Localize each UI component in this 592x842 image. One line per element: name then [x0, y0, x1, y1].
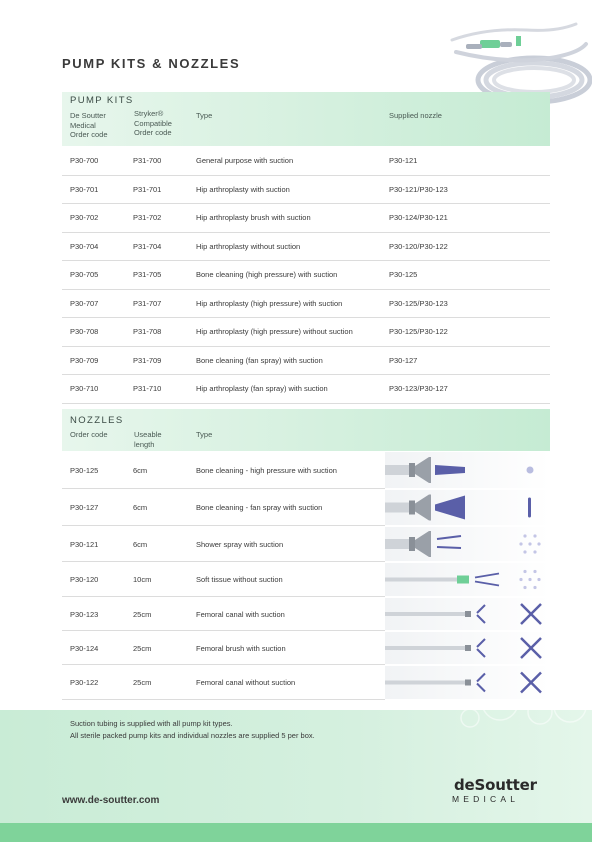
supplied-nozzle-cell: P30-120/P30-122 — [389, 241, 448, 251]
supplied-nozzle-cell: P30-125/P30-122 — [389, 327, 448, 336]
nozzle-code-cell: P30-123 — [70, 609, 99, 619]
nozzle-code-cell: P30-120 — [70, 575, 99, 584]
supplied-nozzle-cell: P30-127 — [389, 355, 418, 365]
nozzle-type-cell: Soft tissue without suction — [196, 575, 283, 584]
website-link[interactable]: www.de-soutter.com — [62, 795, 160, 806]
nozzle-row — [62, 563, 385, 597]
desoutter-code-cell: P30-705 — [70, 270, 99, 279]
nozzle-illustration — [385, 563, 550, 596]
nozzle-type-cell: Bone cleaning - fan spray with suction — [196, 503, 323, 512]
desoutter-code-cell: P30-707 — [70, 298, 99, 308]
table-row — [62, 176, 550, 205]
stryker-code-cell: P31-704 — [133, 241, 162, 251]
nozzle-code-cell: P30-122 — [70, 678, 99, 687]
stryker-code-cell: P31-700 — [133, 156, 162, 165]
nozzle-row — [62, 490, 385, 526]
nozzle-illustration — [385, 527, 550, 561]
nozzle-type-cell: Bone cleaning - high pressure with suction — [196, 465, 337, 475]
nozzle-length-cell: 25cm — [133, 643, 152, 653]
supplied-nozzle-cell: P30-121 — [389, 156, 418, 165]
stryker-code-cell: P31-707 — [133, 298, 162, 308]
stryker-code-cell: P31-709 — [133, 355, 162, 365]
pump-kits-title: PUMP KITS — [70, 95, 134, 106]
stryker-code-cell: P31-708 — [133, 327, 162, 336]
bottom-accent-band — [0, 823, 592, 842]
nozzle-svg — [385, 563, 550, 596]
col-header-desoutter-code: De Soutter Medical Order code — [70, 111, 108, 139]
nozzle-row — [62, 666, 385, 700]
page-title: PUMP KITS & NOZZLES — [62, 56, 241, 71]
de-soutter-logo — [446, 776, 556, 806]
col-header-type: Type — [196, 111, 213, 120]
nozzle-length-cell: 25cm — [133, 609, 152, 619]
type-cell: General purpose with suction — [196, 156, 294, 165]
pump-kits-header — [62, 92, 550, 146]
nozzle-type-cell: Femoral canal with suction — [196, 609, 285, 619]
table-row — [62, 233, 550, 262]
desoutter-code-cell: P30-702 — [70, 213, 99, 222]
nozzle-row — [62, 527, 385, 562]
desoutter-code-cell: P30-709 — [70, 355, 99, 365]
stryker-code-cell: P31-701 — [133, 184, 162, 194]
nozzle-type-cell: Femoral brush with suction — [196, 643, 286, 653]
nozzle-type-cell: Shower spray with suction — [196, 539, 284, 549]
nozzle-code-cell: P30-124 — [70, 643, 99, 653]
nozzle-illustration — [385, 598, 550, 630]
col-header-supplied-nozzle: Supplied nozzle — [389, 111, 442, 120]
nozzle-svg — [385, 490, 550, 525]
col-header-useable-length: Useable length — [134, 430, 162, 449]
nozzle-svg — [385, 632, 550, 664]
nozzle-illustration — [385, 490, 550, 525]
supplied-nozzle-cell: P30-125/P30-123 — [389, 298, 448, 308]
stryker-code-cell: P31-710 — [133, 384, 162, 393]
type-cell: Hip arthroplasty brush with suction — [196, 213, 311, 222]
table-row — [62, 318, 550, 347]
table-row — [62, 204, 550, 233]
nozzle-svg — [385, 452, 550, 488]
nozzle-code-cell: P30-121 — [70, 539, 99, 549]
stryker-code-cell: P31-702 — [133, 213, 162, 222]
nozzle-type-cell: Femoral canal without suction — [196, 678, 296, 687]
type-cell: Hip arthroplasty with suction — [196, 184, 290, 194]
type-cell: Hip arthroplasty (fan spray) with suction — [196, 384, 328, 393]
logo-sub-text: MEDICAL — [452, 794, 520, 804]
nozzle-illustration — [385, 666, 550, 699]
stryker-code-cell: P31-705 — [133, 270, 162, 279]
footnote-suction-tubing: Suction tubing is supplied with all pump kit types. — [70, 719, 233, 728]
nozzle-svg — [385, 527, 550, 561]
table-row — [62, 375, 550, 404]
nozzle-row — [62, 598, 385, 631]
col-header-order-code: Order code — [70, 430, 108, 439]
type-cell: Hip arthroplasty without suction — [196, 241, 301, 251]
table-row — [62, 290, 550, 319]
nozzle-illustration — [385, 632, 550, 664]
nozzle-row — [62, 452, 385, 489]
type-cell: Hip arthroplasty (high pressure) without suction — [196, 327, 353, 336]
nozzle-svg — [385, 666, 550, 699]
nozzle-code-cell: P30-127 — [70, 503, 99, 512]
nozzle-length-cell: 6cm — [133, 465, 148, 475]
desoutter-code-cell: P30-704 — [70, 241, 99, 251]
nozzles-title: NOZZLES — [70, 415, 124, 426]
supplied-nozzle-cell: P30-124/P30-121 — [389, 213, 448, 222]
desoutter-code-cell: P30-701 — [70, 184, 99, 194]
desoutter-code-cell: P30-700 — [70, 156, 99, 165]
nozzle-illustration — [385, 452, 550, 488]
nozzle-code-cell: P30-125 — [70, 465, 99, 475]
col-header-stryker-code: Stryker® Compatible Order code — [134, 109, 172, 137]
desoutter-code-cell: P30-710 — [70, 384, 99, 393]
supplied-nozzle-cell: P30-121/P30-123 — [389, 184, 448, 194]
table-row — [62, 261, 550, 290]
supplied-nozzle-cell: P30-123/P30-127 — [389, 384, 448, 393]
type-cell: Hip arthroplasty (high pressure) with suction — [196, 298, 343, 308]
nozzle-length-cell: 6cm — [133, 503, 148, 512]
nozzle-length-cell: 6cm — [133, 539, 148, 549]
nozzle-length-cell: 25cm — [133, 678, 152, 687]
nozzle-row — [62, 632, 385, 665]
nozzle-length-cell: 10cm — [133, 575, 152, 584]
col-header-nozzle-type: Type — [196, 430, 213, 439]
nozzle-svg — [385, 598, 550, 630]
desoutter-code-cell: P30-708 — [70, 327, 99, 336]
table-row — [62, 147, 550, 176]
type-cell: Bone cleaning (fan spray) with suction — [196, 355, 323, 365]
footnote-packaging: All sterile packed pump kits and individual nozzles are supplied 5 per box. — [70, 731, 315, 740]
logo-main-text: deSoutter — [454, 776, 537, 794]
supplied-nozzle-cell: P30-125 — [389, 270, 418, 279]
nozzles-header — [62, 409, 550, 451]
table-row — [62, 347, 550, 376]
type-cell: Bone cleaning (high pressure) with suction — [196, 270, 338, 279]
